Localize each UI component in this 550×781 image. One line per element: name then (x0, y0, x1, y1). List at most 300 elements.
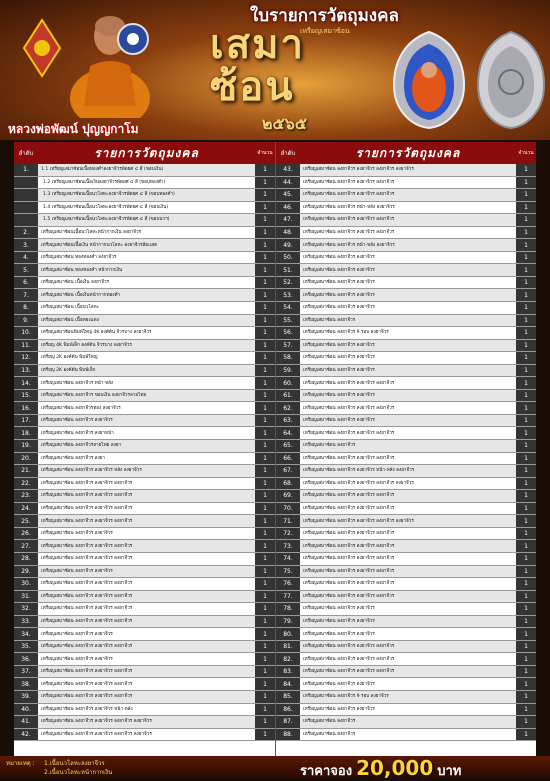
row-qty: 1 (255, 264, 275, 276)
row-qty: 1 (516, 264, 536, 276)
row-number: 41. (14, 716, 38, 728)
table-row (14, 729, 275, 742)
table-row (14, 365, 275, 378)
row-number: 88. (276, 729, 300, 741)
row-qty: 1 (516, 641, 536, 653)
row-qty: 1 (516, 415, 536, 427)
row-title: เหรียญเสมาซ้อน ทองทองคำ หน้ากากเงิน (38, 264, 255, 276)
rows-left (14, 164, 275, 741)
row-number: 2. (14, 227, 38, 239)
row-qty: 1 (255, 540, 275, 552)
row-title: เหรียญเสมาซ้อน ลงยาจีวร ลงยาจีวร ลงยาจีวร (303, 556, 395, 562)
row-qty: 1 (255, 377, 275, 389)
row-number: 80. (276, 628, 300, 640)
row-qty: 1 (255, 465, 275, 477)
row-qty: 1 (255, 315, 275, 327)
row-number: 64. (276, 427, 300, 439)
row-qty: 1 (516, 490, 536, 502)
row-qty: 1 (255, 515, 275, 527)
table-row (276, 578, 536, 591)
table-row (14, 252, 275, 265)
row-title: เหรียญเสมาซ้อน ลงยาจีวร ลงยาจีวร (41, 531, 113, 537)
row-qty: 1 (516, 365, 536, 377)
row-qty: 1 (255, 177, 275, 189)
table-row (14, 177, 275, 190)
row-qty: 1 (516, 729, 536, 741)
row-title: เหรียญเสมาซ้อน ลงยาจีวร หน้า-หลัง ลงยาจีวร (300, 239, 516, 251)
price-unit: บาท (437, 764, 462, 779)
row-qty: 1 (516, 578, 536, 590)
row-number: 23. (14, 490, 38, 502)
row-qty: 1 (255, 289, 275, 301)
row-title: เหรียญเสมาซ้อน ลงยาจีวร ลงยาจีวร ลงยาจีวร (41, 480, 133, 486)
row-number: 15. (14, 390, 38, 402)
row-title: เหรียญเสมาซ้อน ลงยาจีวร ลงยาจีวร ลงยาจีวร (300, 189, 516, 201)
table-row (14, 490, 275, 503)
row-title: เหรียญเสมาซ้อน ลงยาจีวร ลงยาจีวร (303, 305, 375, 311)
row-qty: 1 (516, 377, 536, 389)
row-title: เหรียญเสมาซ้อน ลงยาจีวร (300, 440, 516, 452)
row-title: เหรียญเสมาซ้อน ลงยาจีวร ลงยาจีวร ลงยาจีวร (303, 506, 395, 512)
table-row (276, 528, 536, 541)
row-title: เหรียญเสมาซ้อน เนื้อเงินหน้ากากทองคำ (38, 289, 255, 301)
row-qty: 1 (516, 678, 536, 690)
row-title: เหรียญเสมาซ้อน ลงยาจีวร ลงยาจีวร ลงยาจีวร (303, 581, 395, 587)
row-number: 75. (276, 566, 300, 578)
row-number: 85. (276, 691, 300, 703)
row-number: 63. (276, 415, 300, 427)
row-title: เหรียญเสมาซ้อน ลงยาจีวร ลงยาจีวร (38, 566, 255, 578)
row-title: เหรียญเสมาซ้อน ลงยาจีวร ลงยาจีวร ลงยาจีวร (303, 430, 395, 436)
row-qty: 1 (255, 327, 275, 339)
monk-name: หลวงพ่อพัฒน์ ปุญญกาโม (8, 122, 139, 136)
row-number: 55. (276, 315, 300, 327)
row-qty: 1 (255, 214, 275, 226)
row-title: เหรียญเสมาซ้อน ลงยาจีวร ลงยาจีวร ลงยาจีวร (303, 405, 395, 411)
table-row (14, 503, 275, 516)
row-qty: 1 (255, 302, 275, 314)
row-title: เหรียญเสมาซ้อน ลงยาจีวร ลงยาจีวร ลงยาจีวร (38, 641, 255, 653)
row-title: เหรียญเสมาซ้อน ลงยาจีวรทอง ลงยาจีวร (41, 405, 121, 411)
row-number: 20. (14, 453, 38, 465)
table-row (14, 402, 275, 415)
row-number: 44. (276, 177, 300, 189)
sema-sorn-wordmark: เสมา ซ้อน (210, 21, 305, 110)
table-header (276, 142, 536, 164)
medallion-icon (116, 22, 150, 56)
row-title: เหรียญเสมาซ้อน ทองทองคำ ลงยาจีวร (41, 255, 117, 261)
item-list-table (14, 142, 536, 756)
footer-bar (0, 756, 550, 778)
table-row (276, 264, 536, 277)
row-number: 9. (14, 315, 38, 327)
row-number: 82. (276, 653, 300, 665)
row-qty: 1 (255, 277, 275, 289)
table-row (14, 515, 275, 528)
row-title: เหรียญเสมาซ้อนเนื้อนวโลหะหน้ากากเงิน ลงยาจีวร (41, 230, 142, 235)
table-row (276, 591, 536, 604)
row-number: 38. (14, 678, 38, 690)
table-row (14, 591, 275, 604)
row-number: 56. (276, 327, 300, 339)
row-qty: 1 (255, 503, 275, 515)
row-qty: 1 (516, 202, 536, 214)
row-title: เหรียญเสมาซ้อน ลงยาจีวร ลงยาจีวร หน้า-หลัง (41, 706, 133, 712)
row-number: 13. (14, 365, 38, 377)
row-number: 48. (276, 227, 300, 239)
row-qty: 1 (255, 252, 275, 264)
row-number: 42. (14, 729, 38, 741)
row-title: 1.2 เหรียญเสมาซ้อนเนื้อเงินลงยาจีวรพัดยศ ๔ สี (ขอบทองคำ) (43, 179, 166, 185)
row-number: 84. (276, 678, 300, 690)
row-qty: 1 (516, 315, 536, 327)
table-row (276, 691, 536, 704)
row-title: เหรียญเสมาซ้อน ลงยาจีวร หน้า-หลัง (41, 380, 114, 386)
row-title: เหรียญเสมาซ้อน ลงยาจีวร ลงยาจีวร (303, 355, 375, 361)
row-number: 70. (276, 503, 300, 515)
table-row (276, 202, 536, 215)
row-qty: 1 (255, 666, 275, 678)
row-qty: 1 (516, 453, 536, 465)
row-title: เหรียญเสมาซ้อน ลงยาจีวร ลงยาจีวร (300, 365, 516, 377)
table-row (276, 628, 536, 641)
row-number: 1. (14, 164, 38, 176)
table-row (276, 603, 536, 616)
table-row (14, 415, 275, 428)
row-title: เหรียญเสมาซ้อน ลงยาจีวร ลงยาจีวร ลงยาจีวร (300, 490, 516, 502)
row-title: เหรียญเสมาซ้อน ลงยาจีวร ลงยาจีวร ลงยาจีวร (303, 656, 395, 662)
row-qty: 1 (255, 390, 275, 402)
row-title: 1.3 เหรียญเสมาซ้อนเนื้อนวโลหะลงยาจีวรพัดยศ ๔ สี (ขอบทองคำ) (38, 189, 255, 201)
row-number: 51. (276, 264, 300, 276)
table-row (14, 628, 275, 641)
row-title: เหรียญเสมาซ้อน ลงยาจีวร ลงยาจีวร ลงยาจีวร (38, 616, 255, 628)
table-row (14, 603, 275, 616)
row-qty: 1 (255, 440, 275, 452)
row-title: 1.5 เหรียญเสมาซ้อนเนื้อนวโลหะลงยาจีวรพัดยศ ๔ สี (ขอบนวฯ) (38, 214, 255, 226)
row-number: 87. (276, 716, 300, 728)
row-title: เหรียญเสมาซ้อน ลงยาจีวรลายไทย ลงยา (38, 440, 255, 452)
row-number: 19. (14, 440, 38, 452)
table-row (276, 415, 536, 428)
row-title: เหรียญเสมาซ้อน ลงยาจีวร ลงยาจีวร ลงยาจีวร (41, 506, 133, 512)
table-row (14, 340, 275, 353)
row-title: เหรียญเสมาซ้อน ลงยาจีวร ลงยาจีวร (303, 681, 375, 687)
header-qty: จำนวน (257, 150, 273, 156)
row-number (14, 202, 38, 214)
row-title: เหรียญเสมาซ้อน ลงยาจีวร ลงยาจีวร (300, 415, 516, 427)
row-number: 61. (276, 390, 300, 402)
row-title: เหรียญเสมาซ้อน ลงยาจีวร ลงยาจีวร ลงยาจีวร ลงยาจีวร (300, 515, 516, 527)
table-row (276, 327, 536, 340)
row-number: 11. (14, 340, 38, 352)
row-title: เหรียญเสมาซ้อน เนื้อเงิน ลงยาจีวร (41, 280, 110, 286)
table-row (14, 427, 275, 440)
list-column-left (14, 142, 275, 756)
row-qty: 1 (516, 189, 536, 201)
table-row (276, 352, 536, 365)
row-qty: 1 (255, 227, 275, 239)
row-title: เหรียญเสมาซ้อน ลงยาจีวร ลงยาจีวร (303, 255, 375, 261)
row-title: เหรียญเสมาซ้อน เนื้อนวโลหะ (41, 305, 100, 311)
row-qty: 1 (255, 578, 275, 590)
row-title: เหรียญเสมาซ้อน ลงยาจีวร ลงยาจีวร ลงยาจีวร (300, 540, 516, 552)
table-row (276, 653, 536, 666)
row-number: 67. (276, 465, 300, 477)
table-row (276, 540, 536, 553)
row-number: 16. (14, 402, 38, 414)
table-row (276, 478, 536, 491)
table-row (276, 214, 536, 227)
row-number: 54. (276, 302, 300, 314)
row-number: 49. (276, 239, 300, 251)
row-qty: 1 (516, 390, 536, 402)
table-row (276, 704, 536, 717)
table-row (14, 540, 275, 553)
row-number: 27. (14, 540, 38, 552)
row-number: 21. (14, 465, 38, 477)
row-qty: 1 (516, 616, 536, 628)
table-row (276, 302, 536, 315)
row-title: เหรียญเสมาซ้อน ลงยาจีวร ลงยาจีวร ลงยาจีวร (303, 230, 395, 235)
row-qty: 1 (516, 427, 536, 439)
row-title: เหรียญเสมาซ้อน ลงยาจีวร ลงยาจีวร (41, 631, 113, 637)
table-row (14, 315, 275, 328)
row-number: 52. (276, 277, 300, 289)
row-qty: 1 (255, 478, 275, 490)
row-title: เหรียญเสมาซ้อน ลงยาจีวร ลงยาจีวร ลงยาจีวร (300, 591, 516, 603)
table-row (14, 691, 275, 704)
row-title: 1.1 เหรียญเสมาซ้อนเนื้อทองคำลงยาจีวรพัดยศ ๔ สี (ขอบเงิน) (38, 164, 255, 176)
row-qty: 1 (255, 528, 275, 540)
row-title: เหรียญเสมาซ้อน ลงยาจีวร ลงยาจีวร ลงยาจีวร (300, 641, 516, 653)
table-row (276, 164, 536, 177)
row-number: 34. (14, 628, 38, 640)
row-title: เหรียญ 4K พิมพ์เล็ก องค์ต้น จีวรบาง ลงยาจีวร (38, 340, 255, 352)
table-row (14, 302, 275, 315)
row-number: 66. (276, 453, 300, 465)
table-row (14, 227, 275, 240)
row-number: 33. (14, 616, 38, 628)
row-title: เหรียญเสมาซ้อน ลงยาจีวร ลงยาจีวร หลัง ลงยาจีวร (38, 465, 255, 477)
table-row (14, 478, 275, 491)
table-row (276, 666, 536, 679)
row-title: เหรียญเสมาซ้อน ลงยาจีวร ลงยาจีวร ลงยาจีวร (38, 691, 255, 703)
row-number: 32. (14, 603, 38, 615)
table-row (14, 289, 275, 302)
row-number: 36. (14, 653, 38, 665)
note-line-1: 1.เนื้อนวโลหะลงยาจีวร (44, 760, 105, 767)
row-qty: 1 (255, 239, 275, 251)
row-number: 14. (14, 377, 38, 389)
table-row (276, 453, 536, 466)
row-qty: 1 (516, 289, 536, 301)
row-qty: 1 (255, 729, 275, 741)
row-title: เหรียญเสมาซ้อน ลงยาจีวร ลงยาจีวร ลงยาจีวร (41, 581, 133, 587)
table-row (276, 678, 536, 691)
row-title: เหรียญเสมาซ้อน ลงยาจีวร ลงยาจีวร ลงยาจีวร ลงยาจีวร (41, 731, 152, 737)
row-number: 68. (276, 478, 300, 490)
row-title: เหรียญเสมาซ้อน เนื้อทองแดง (38, 315, 255, 327)
row-qty: 1 (255, 603, 275, 615)
table-row (276, 553, 536, 566)
row-title: เหรียญเสมาซ้อน ลงยาจีวร ลงยาจีวร ลงยาจีวร (38, 515, 255, 527)
row-title: เหรียญเสมาซ้อน ลงยาจีวร หน้า-หลัง ลงยาจีวร (303, 204, 395, 210)
note-label: หมายเหตุ : (6, 760, 35, 767)
row-qty: 1 (516, 653, 536, 665)
row-qty: 1 (255, 415, 275, 427)
row-title: เหรียญเสมาซ้อน ลงยาจีวร ลงยาจีวร (300, 616, 516, 628)
row-number: 39. (14, 691, 38, 703)
row-number: 43. (276, 164, 300, 176)
row-qty: 1 (516, 352, 536, 364)
table-row (14, 214, 275, 227)
table-row (276, 377, 536, 390)
row-number: 78. (276, 603, 300, 615)
table-row (276, 503, 536, 516)
header-title: รายการวัตถุมงคล (94, 145, 199, 160)
table-row (14, 578, 275, 591)
row-title: เหรียญเสมาซ้อน ลงยาจีวร (300, 315, 516, 327)
row-qty: 1 (255, 653, 275, 665)
row-title: เหรียญเสมาซ้อน ลงยาจีวร ลงยาจีวร ลงยาจีวร (38, 666, 255, 678)
table-row (276, 365, 536, 378)
table-row (14, 465, 275, 478)
row-qty: 1 (516, 566, 536, 578)
row-qty: 1 (255, 628, 275, 640)
row-number: 77. (276, 591, 300, 603)
row-qty: 1 (255, 616, 275, 628)
table-row (276, 566, 536, 579)
table-row (276, 239, 536, 252)
header-num: ลำดับ (18, 149, 34, 157)
amulet-icon (22, 18, 62, 78)
row-number (14, 177, 38, 189)
table-row (276, 490, 536, 503)
row-qty: 1 (255, 641, 275, 653)
table-row (14, 239, 275, 252)
row-number: 29. (14, 566, 38, 578)
row-number: 60. (276, 377, 300, 389)
row-number: 37. (14, 666, 38, 678)
table-row (276, 189, 536, 202)
row-title: เหรียญเสมาซ้อนพิมพ์ใหญ่ 4K องค์ต้น จีวรบาง ลงยาจีวร (41, 330, 152, 336)
row-qty: 1 (516, 164, 536, 176)
table-row (276, 440, 536, 453)
row-number: 28. (14, 553, 38, 565)
table-row (276, 252, 536, 265)
row-number: 47. (276, 214, 300, 226)
sema-medal-enamel (392, 30, 466, 130)
row-qty: 1 (516, 666, 536, 678)
row-qty: 1 (255, 427, 275, 439)
table-row (276, 277, 536, 290)
table-row (276, 465, 536, 478)
row-qty: 1 (255, 189, 275, 201)
row-number (14, 189, 38, 201)
row-title: เหรียญเสมาซ้อน ลงยาจีวร ลงยาจีวร ลงยาจีวร (41, 606, 133, 612)
table-row (14, 440, 275, 453)
row-title: เหรียญเสมาซ้อน ลงยาจีวร 9 รอบ ลงยาจีวร (303, 330, 389, 336)
table-row (276, 227, 536, 240)
row-qty: 1 (516, 440, 536, 452)
row-number: 76. (276, 578, 300, 590)
row-title: เหรียญเสมาซ้อน ลงยาจีวร ลงยาจีวร ลงยาจีวร (300, 666, 516, 678)
row-qty: 1 (516, 277, 536, 289)
row-qty: 1 (516, 528, 536, 540)
page-title: ใบรายการวัตถุมงคล (250, 6, 399, 26)
row-number: 30. (14, 578, 38, 590)
header-banner (0, 0, 550, 140)
row-qty: 1 (516, 716, 536, 728)
table-row (14, 202, 275, 215)
row-qty: 1 (255, 365, 275, 377)
row-title: เหรียญเสมาซ้อน ลงยาจีวร ลงยาจีวร หน้า-หลัง ลงยาจีวร (300, 465, 516, 477)
year-label: ๒๕๖๕ (262, 114, 307, 133)
row-title: เหรียญเสมาซ้อน ลงยาจีวร ลงยาจีวร (303, 706, 375, 712)
row-qty: 1 (255, 553, 275, 565)
row-number: 8. (14, 302, 38, 314)
header-qty: จำนวน (518, 150, 534, 156)
row-qty: 1 (516, 515, 536, 527)
row-title: เหรียญเสมาซ้อน ลงยาจีวร ลงยา (41, 455, 105, 461)
row-number: 53. (276, 289, 300, 301)
table-row (276, 402, 536, 415)
row-qty: 1 (516, 553, 536, 565)
table-row (276, 616, 536, 629)
header-num: ลำดับ (280, 149, 296, 157)
row-number: 31. (14, 591, 38, 603)
row-qty: 1 (255, 566, 275, 578)
row-qty: 1 (255, 340, 275, 352)
table-row (14, 327, 275, 340)
row-number: 57. (276, 340, 300, 352)
row-title: เหรียญเสมาซ้อน ลงยาจีวร ลงยาจีวร (300, 289, 516, 301)
table-row (14, 678, 275, 691)
row-number: 45. (276, 189, 300, 201)
row-title: เหรียญเสมาซ้อน ลงยาจีวร ลงยาจีวร ลงยาจีวร (41, 681, 133, 687)
row-number: 35. (14, 641, 38, 653)
row-qty: 1 (516, 340, 536, 352)
row-number: 72. (276, 528, 300, 540)
price-box (300, 756, 461, 781)
row-title: เหรียญเสมาซ้อน ลงยาจีวร ลงยาจีวร ลงยาจีวร ลงยาจีวร (303, 480, 414, 486)
sema-medal-silver (476, 30, 546, 130)
row-qty: 1 (516, 478, 536, 490)
table-row (276, 177, 536, 190)
row-number: 50. (276, 252, 300, 264)
row-title: เหรียญเสมาซ้อน ลงยาจีวร ลงยาจีวร ลงยาจีวร (300, 214, 516, 226)
row-qty: 1 (255, 691, 275, 703)
table-row (14, 453, 275, 466)
row-number: 17. (14, 415, 38, 427)
row-number: 79. (276, 616, 300, 628)
row-title: เหรียญเสมาซ้อน ลงยาจีวร ลงยาจีวร ลงยาจีวร (303, 179, 395, 185)
row-title: เหรียญเสมาซ้อน ลงยาจีวร ลงยาจีวร ลงยาจีวร (38, 490, 255, 502)
price-label: ราคาจอง (300, 764, 353, 779)
table-row (14, 377, 275, 390)
row-qty: 1 (255, 202, 275, 214)
table-row (14, 528, 275, 541)
row-number: 3. (14, 239, 38, 251)
table-row (14, 641, 275, 654)
row-qty: 1 (516, 603, 536, 615)
row-number: 40. (14, 704, 38, 716)
row-number: 6. (14, 277, 38, 289)
row-qty: 1 (516, 465, 536, 477)
row-number: 25. (14, 515, 38, 527)
row-title: เหรียญเสมาซ้อน ลงยาจีวร ลงยาจีวร ลงยาจีวร (38, 591, 255, 603)
